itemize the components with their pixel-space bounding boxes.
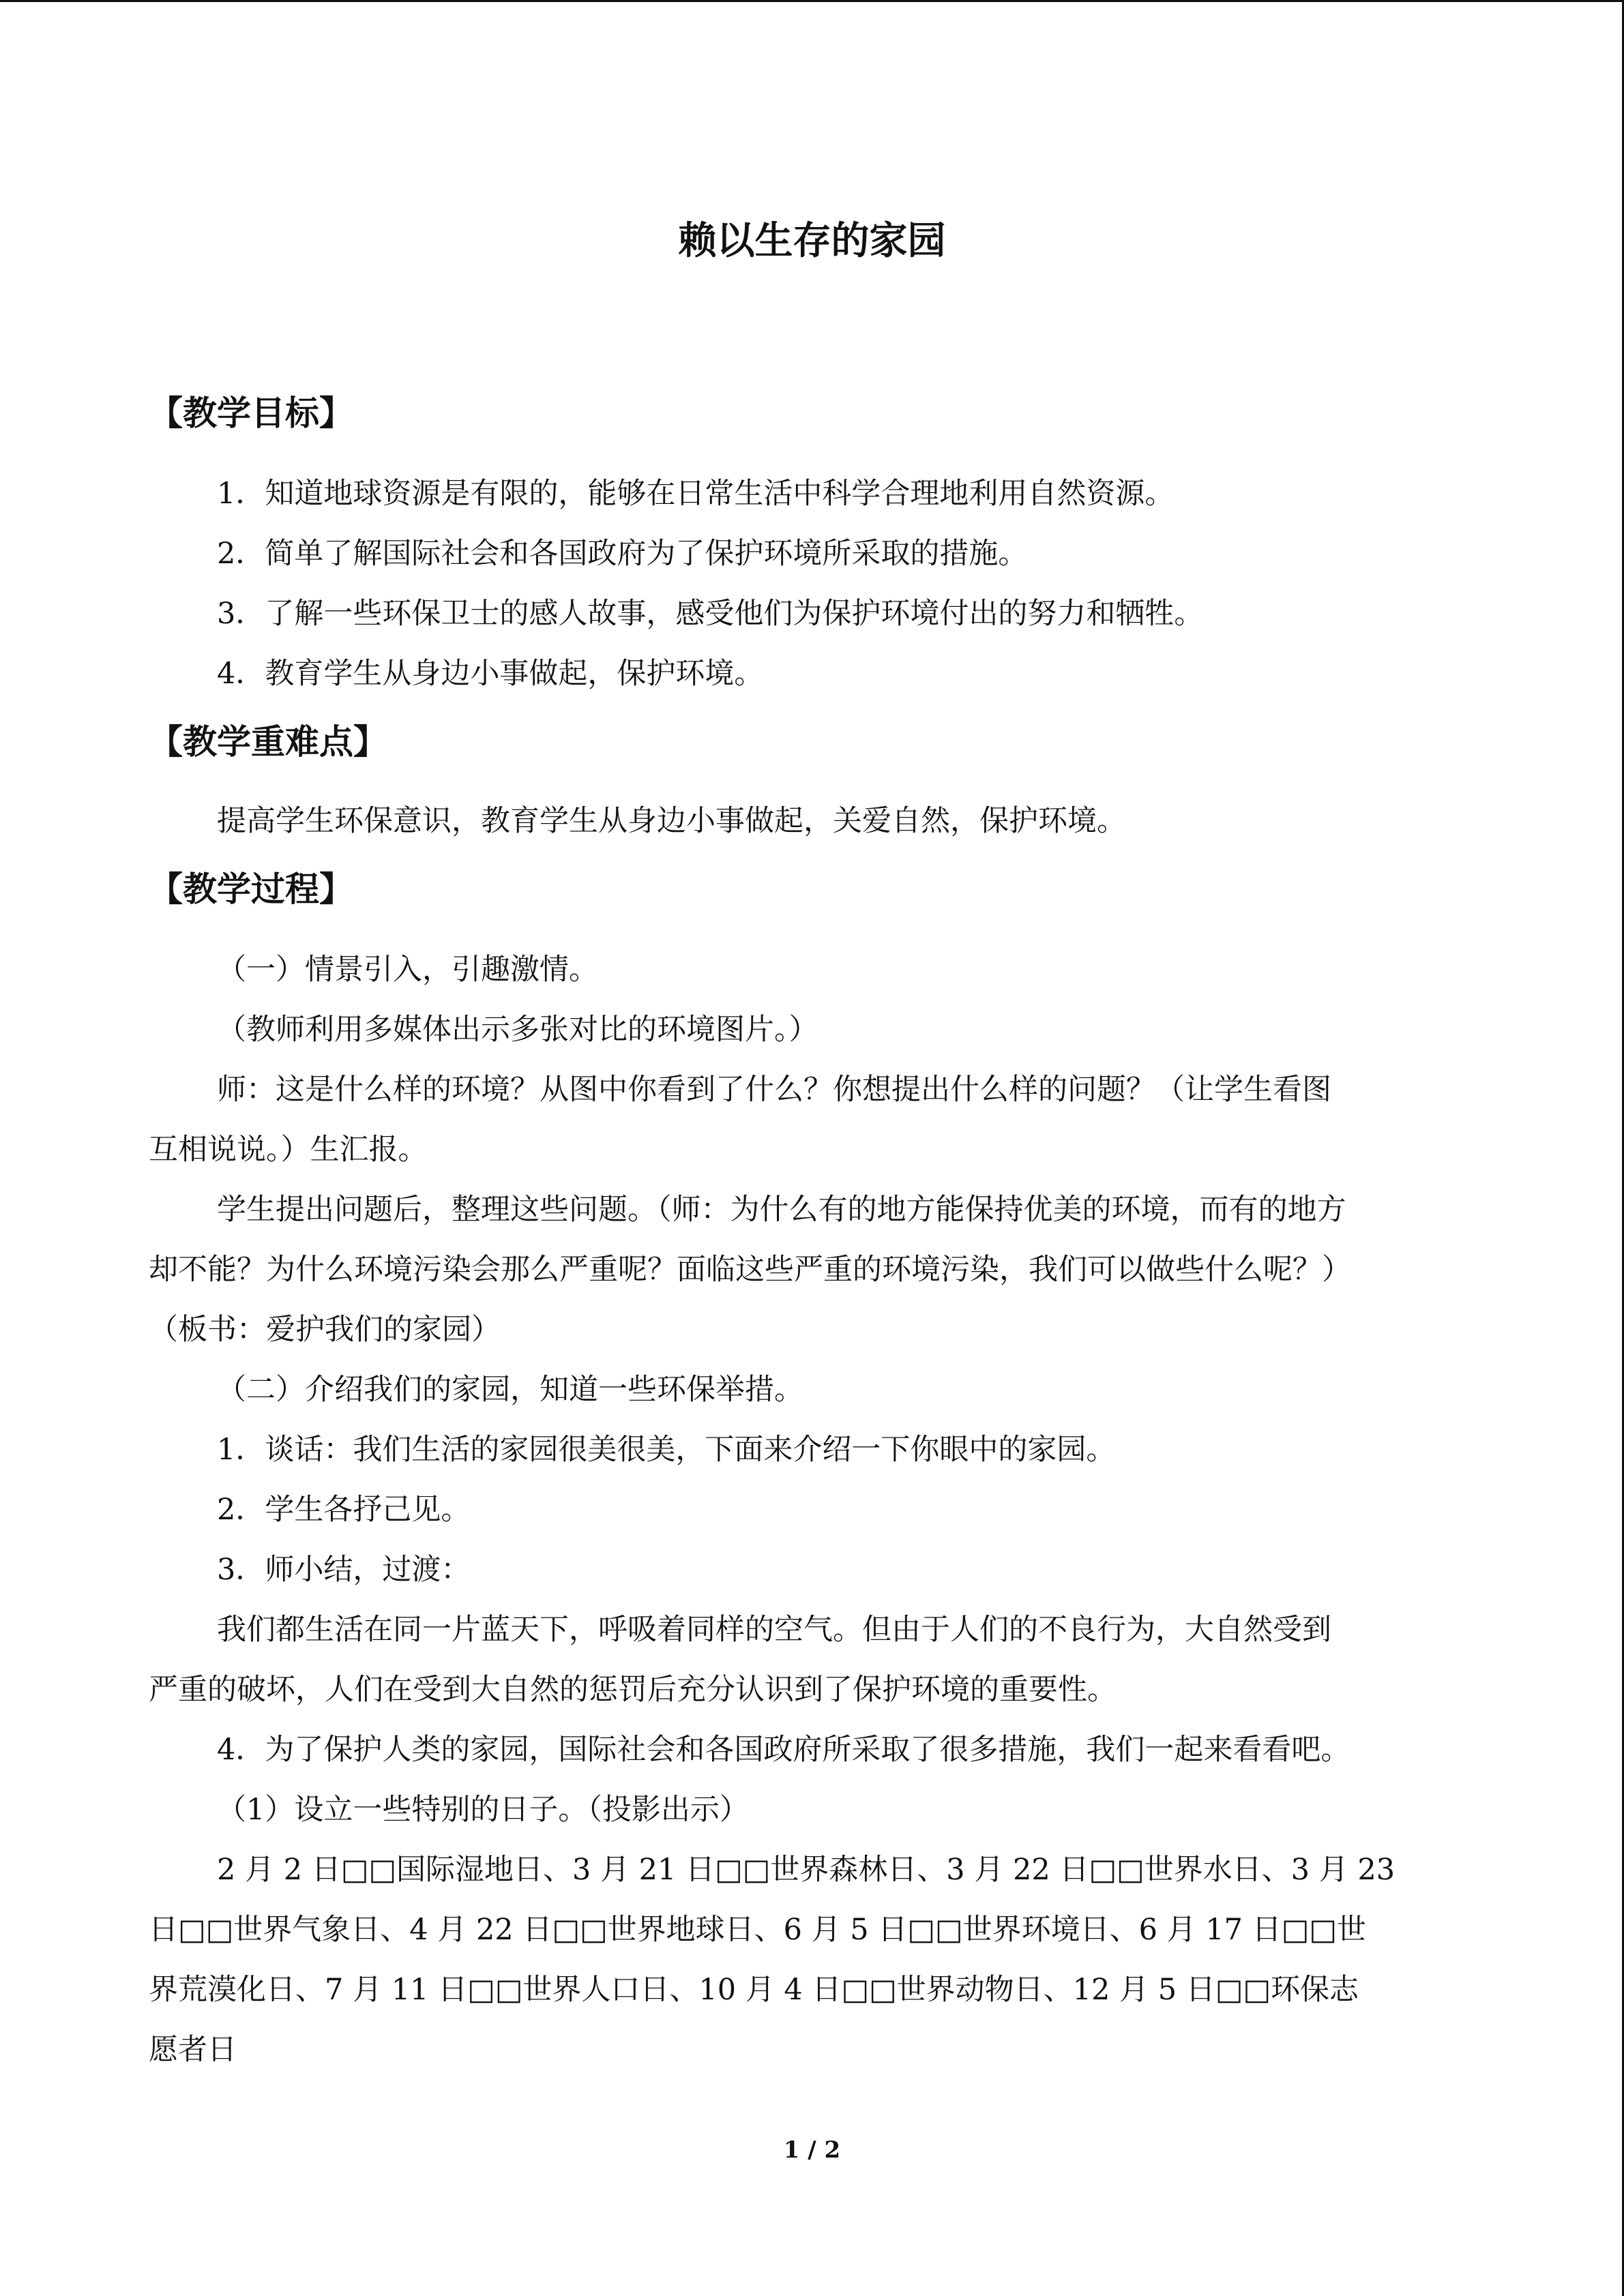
- process-line: （二）介绍我们的家园，知道一些环保举措。: [217, 1373, 803, 1407]
- process-line: 2 月 2 日□□国际湿地日、3 月 21 日□□世界森林日、3 月 22 日□□世界水日、3 月 23: [217, 1853, 1396, 1887]
- process-line: 愿者日: [149, 2033, 237, 2067]
- process-line: 3．师小结，过渡：: [217, 1553, 471, 1587]
- process-line: 学生提出问题后，整理这些问题。（师：为什么有的地方能保持优美的环境，而有的地方: [217, 1193, 1346, 1227]
- heading-objectives: 【教学目标】: [149, 393, 353, 433]
- objective-item: 4．教育学生从身边小事做起，保护环境。: [217, 657, 764, 691]
- process-line: 日□□世界气象日、4 月 22 日□□世界地球日、6 月 5 日□□世界环境日、6 月 17 日□□世: [149, 1913, 1366, 1947]
- heading-key-points: 【教学重难点】: [149, 721, 387, 762]
- process-line: 严重的破坏，人们在受到大自然的惩罚后充分认识到了保护环境的重要性。: [149, 1673, 1117, 1707]
- process-line: （板书：爱护我们的家园）: [149, 1313, 501, 1347]
- document-title: 赖以生存的家园: [678, 218, 946, 263]
- objective-item: 3．了解一些环保卫士的感人故事，感受他们为保护环境付出的努力和牺牲。: [217, 597, 1204, 631]
- page-border-top: [0, 0, 1624, 2]
- key-points-text: 提高学生环保意识，教育学生从身边小事做起，关爱自然，保护环境。: [217, 804, 1126, 838]
- process-line: （1）设立一些特别的日子。（投影出示）: [217, 1793, 749, 1827]
- page-number: 1 / 2: [783, 2136, 841, 2164]
- process-line: 我们都生活在同一片蓝天下，呼吸着同样的空气。但由于人们的不良行为，大自然受到: [217, 1613, 1331, 1647]
- objective-item: 2．简单了解国际社会和各国政府为了保护环境所采取的措施。: [217, 537, 1028, 571]
- process-line: 却不能？为什么环境污染会那么严重呢？面临这些严重的环境污染，我们可以做些什么呢？）: [149, 1253, 1351, 1287]
- process-line: 1．谈话：我们生活的家园很美很美，下面来介绍一下你眼中的家园。: [217, 1433, 1116, 1467]
- process-line: 互相说说。）生汇报。: [149, 1133, 428, 1167]
- process-line: 4．为了保护人类的家园，国际社会和各国政府所采取了很多措施，我们一起来看看吧。: [217, 1733, 1350, 1767]
- process-line: （教师利用多媒体出示多张对比的环境图片。）: [217, 1013, 818, 1047]
- process-line: （一）情景引入，引趣激情。: [217, 953, 598, 987]
- process-line: 界荒漠化日、7 月 11 日□□世界人口日、10 月 4 日□□世界动物日、12 月 5 日□□环保志: [149, 1973, 1359, 2007]
- objective-item: 1．知道地球资源是有限的，能够在日常生活中科学合理地利用自然资源。: [217, 477, 1175, 511]
- heading-process: 【教学过程】: [149, 869, 353, 909]
- process-line: 师：这是什么样的环境？从图中你看到了什么？你想提出什么样的问题？（让学生看图: [217, 1073, 1331, 1107]
- process-line: 2．学生各抒己见。: [217, 1493, 471, 1527]
